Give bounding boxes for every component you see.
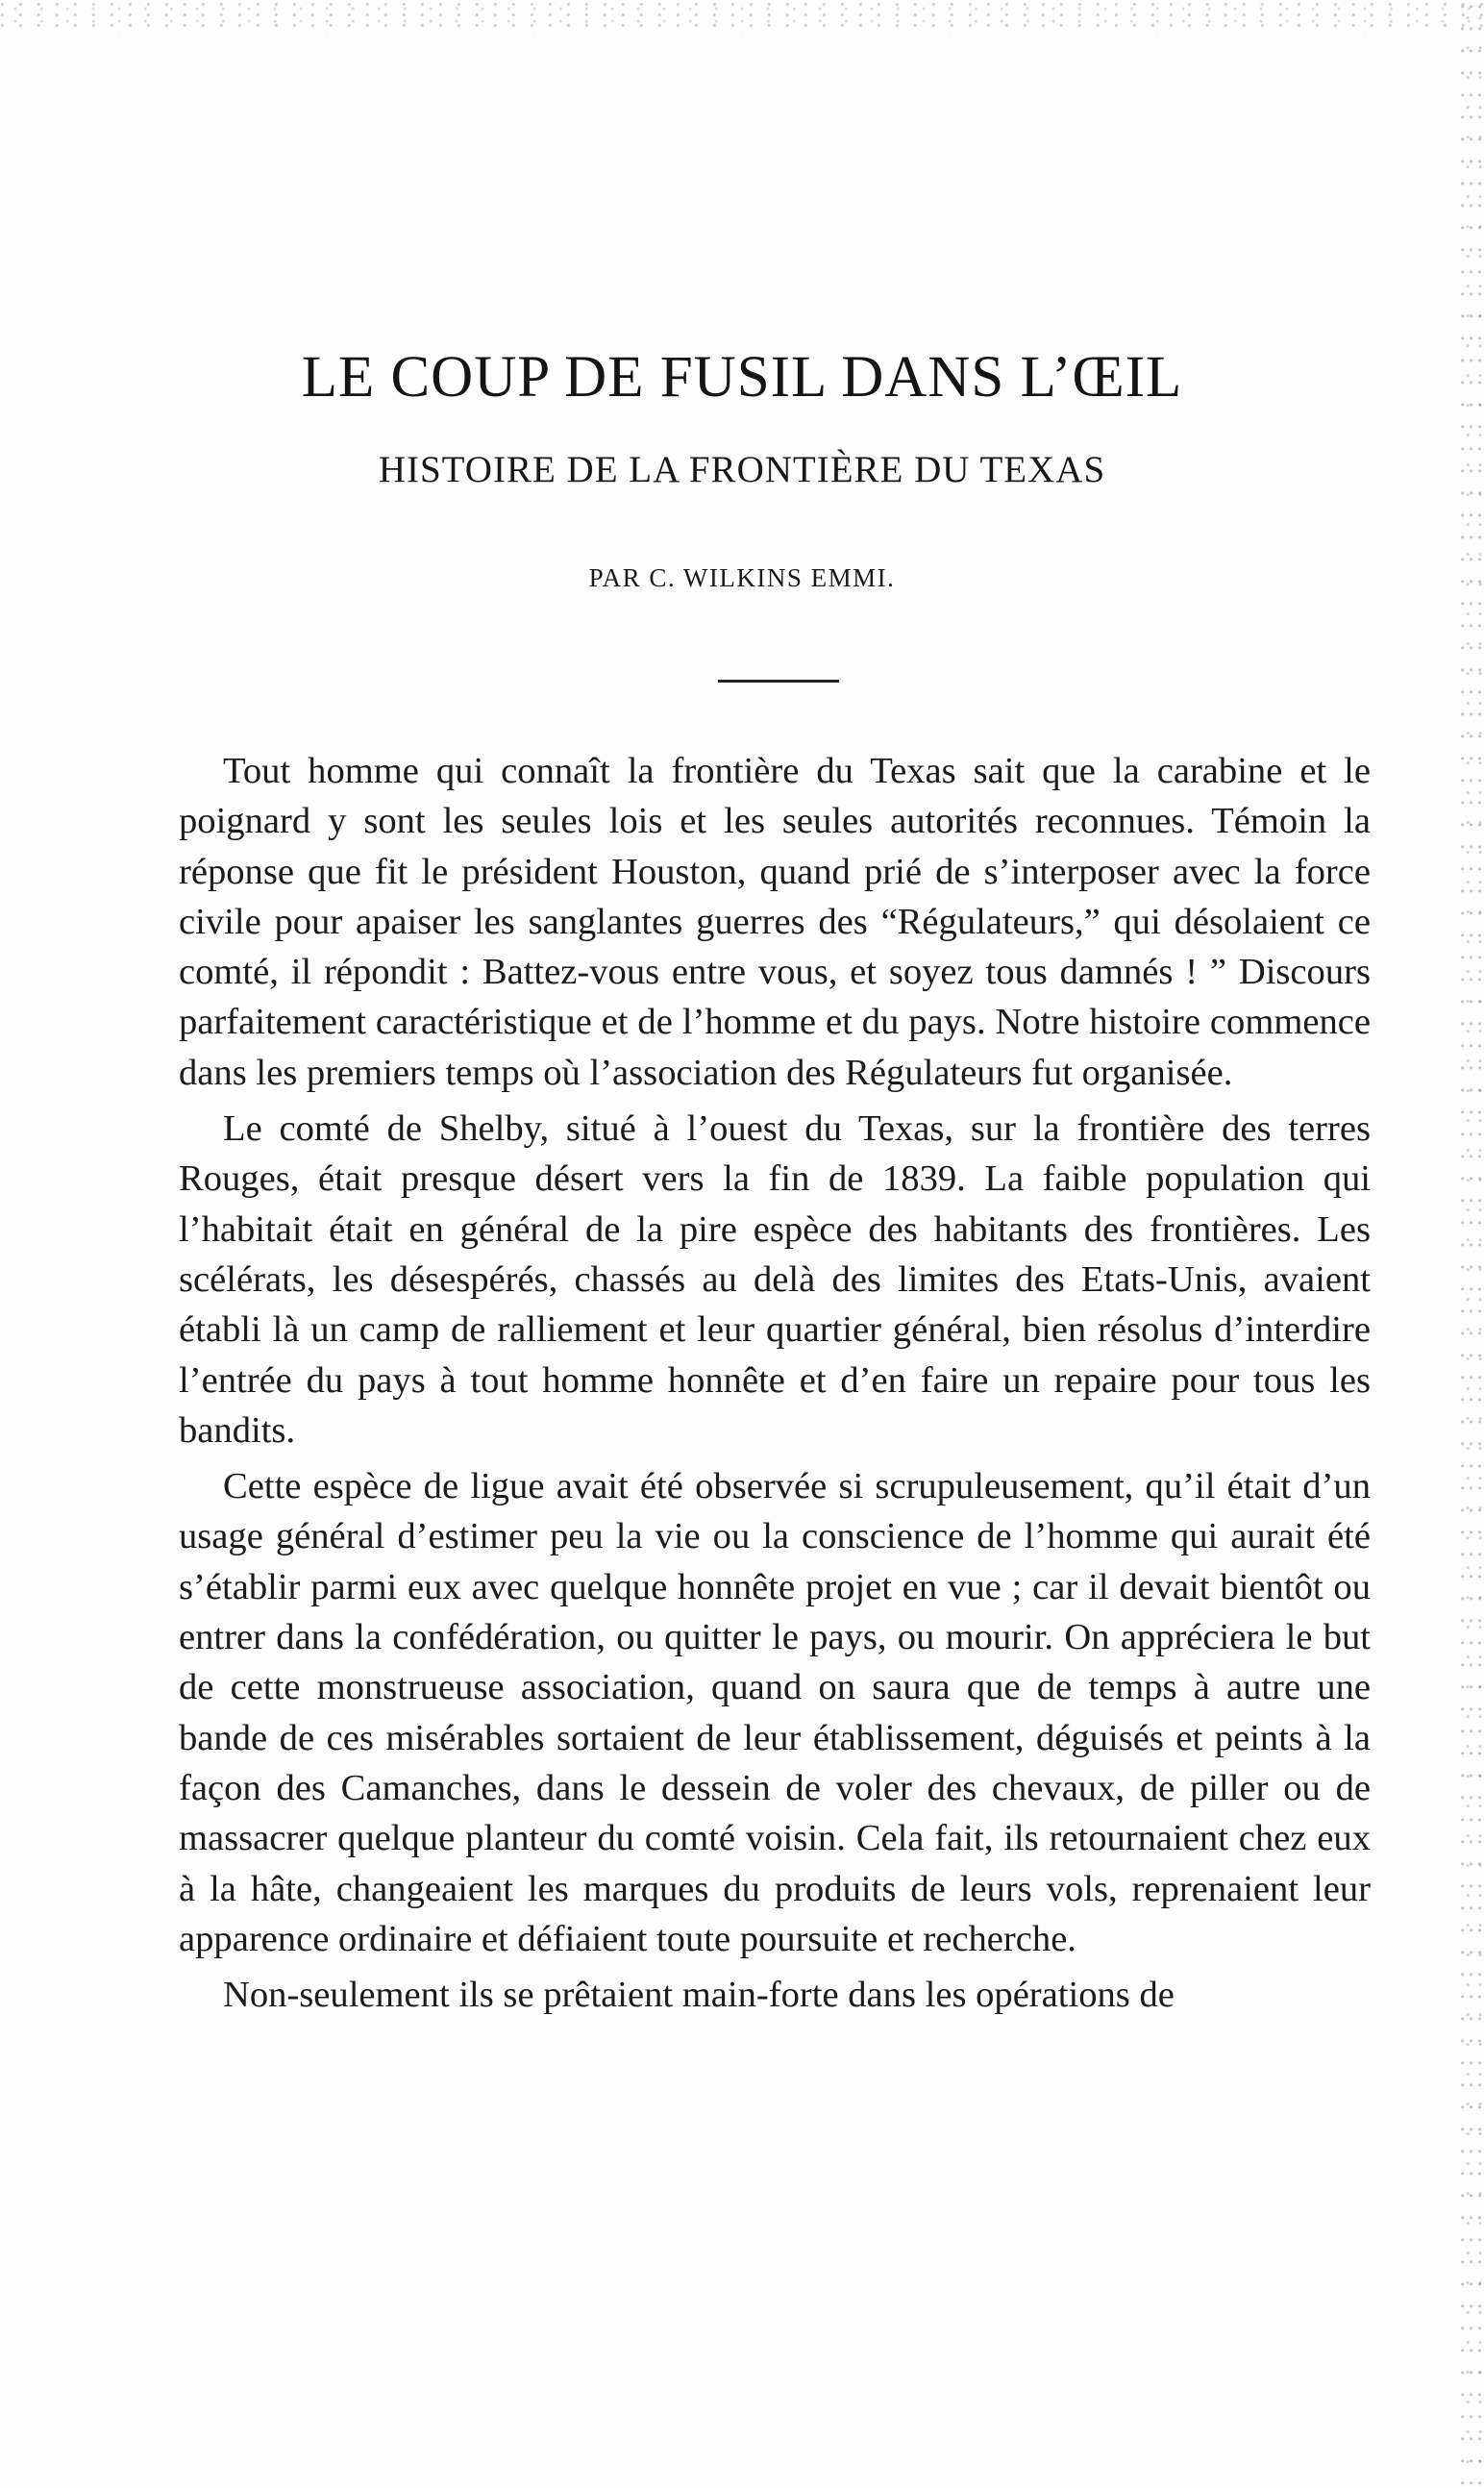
paragraph: Tout homme qui connaît la frontière du Texas sait que la carabine et le poignard y sont les seules lois et les seules autorités reconnues. Témoin la réponse que fit le président Houston, quand prié de s’interposer avec la force civile pour apaiser les sanglantes guerres des “Régulateurs,” qui désolaient ce comté, il répondit : Battez-vous entre vous, et soyez tous damnés ! ” Discours parfaitement caractéristique et de l’homme et du pays. Notre histoire commence dans les premiers temps où l’association des Régulateurs fut organisée. [179, 751, 1371, 1093]
paragraph: Non-seulement ils se prêtaient main-forte dans les opérations de [223, 1975, 1175, 2016]
scan-noise-top [0, 0, 1484, 33]
article-body [179, 746, 1371, 2020]
paragraph: Cette espèce de ligue avait été observée si scrupuleusement, qu’il était d’un usage général d’estimer peu la vie ou la conscience de l’homme qui aurait été s’établir parmi eux avec quelque honnête projet en vue ; car il devait bientôt ou entrer dans la confédération, ou quitter le pays, ou mourir. On appréciera le but de cette monstrueuse association, quand on saura que de temps à autre une bande de ces misérables sortaient de leur établissement, déguisés et peints à la façon des Camanches, dans le dessein de voler des chevaux, de piller ou de massacrer quelque planteur du comté voisin. Cela fait, ils retournaient chez eux à la hâte, changeaient les marques du produits de leurs vols, reprenaient leur apparence ordinaire et défiaient toute poursuite et recherche. [179, 1466, 1371, 1959]
paragraph: Le comté de Shelby, situé à l’ouest du Texas, sur la frontière des terres Rouges, était presque désert vers la fin de 1839. La faible population qui l’habitait était en général de la pire espèce des habitants des frontières. Les scélérats, les désespérés, chassés au delà des limites des Etats-Unis, avaient établi là un camp de ralliement et leur quartier général, bien résolus d’interdire l’entrée du pays à tout homme honnête et d’en faire un repaire pour tous les bandits. [179, 1108, 1371, 1451]
article-subtitle: HISTOIRE DE LA FRONTIÈRE DU TEXAS [378, 449, 1106, 490]
author-byline: PAR C. WILKINS EMMI. [588, 563, 896, 592]
title-separator-rule [718, 680, 839, 683]
article-title: LE COUP DE FUSIL DANS L’ŒIL [301, 345, 1183, 410]
